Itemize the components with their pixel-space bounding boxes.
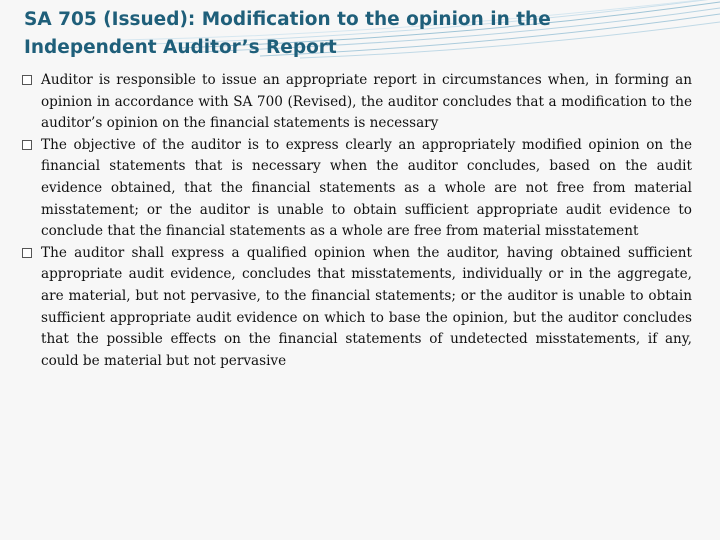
square-bullet-icon bbox=[22, 75, 32, 85]
bullet-item bbox=[22, 70, 692, 135]
bullet-text: The objective of the auditor is to express clearly an appropriately modified opinion on the financial statements that is necessary when the auditor concludes, based on the audit evidence obtained, that the financial statements as a whole are not free from material misstatement; or the auditor is unable to obtain sufficient appropriate audit evidence to conclude that the financial statements as a whole are free from material misstatement bbox=[41, 136, 692, 240]
slide-title: SA 705 (Issued): Modification to the opinion in the Independent Auditor’s Report bbox=[24, 9, 551, 58]
bullet-text: Auditor is responsible to issue an appropriate report in circumstances when, in forming an opinion in accordance with SA 700 (Revised), the auditor concludes that a modification to the auditor’s opinion on the financial statements is necessary bbox=[41, 72, 692, 132]
bullet-item bbox=[22, 243, 692, 373]
bullet-list bbox=[22, 70, 692, 372]
square-bullet-icon bbox=[22, 248, 32, 258]
bullet-item bbox=[22, 135, 692, 243]
square-bullet-icon bbox=[22, 140, 32, 150]
bullet-text: The auditor shall express a qualified opinion when the auditor, having obtained sufficient appropriate audit evidence, concludes that misstatements, individually or in the aggregate, are material, but not pervasive, to the financial statements; or the auditor is unable to obtain sufficient appropriate audit evidence on which to base the opinion, but the auditor concludes that the possible effects on the financial statements of undetected misstatements, if any, could be material but not pervasive bbox=[41, 244, 692, 369]
